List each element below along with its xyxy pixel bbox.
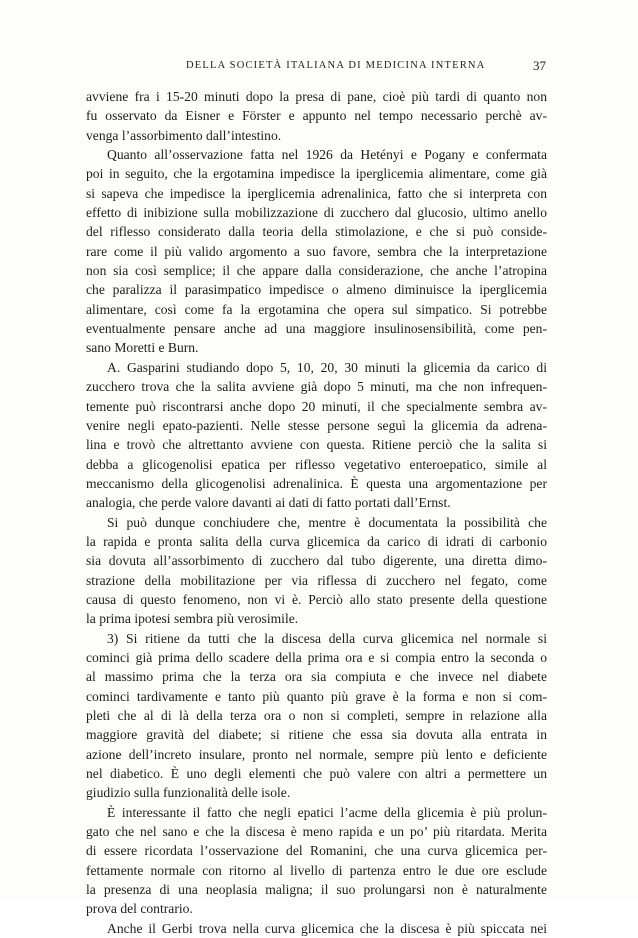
text-line: sia dovuta all’assorbimento di zucchero dal tubo digerente, una diretta dimo-: [86, 553, 547, 569]
running-head: [86, 58, 546, 76]
text-line: cominci già prima dello scadere della prima ora e si compia entro la seconda o: [86, 649, 547, 665]
text-line: gato che nel sano e che la discesa è meno rapida e un po’ più ritardata. Merita: [86, 824, 547, 840]
text-line: maggiore gravità del diabete; si ritiene che essa sia dovuta alla entrata in: [86, 727, 547, 743]
text-line: È interessante il fatto che negli epatici l’acme della glicemia è più prolun-: [107, 804, 547, 820]
text-line: che paralizza il parasimpatico impedisce o almeno diminuisce la iperglicemia: [86, 282, 547, 298]
text-line: pleti che al di là della terza ora o non si completi, sempre in relazione alla: [86, 708, 547, 723]
text-line: di essere ricordata l’osservazione del Romanini, che una curva glicemica per-: [86, 843, 547, 859]
text-line: lina e trovò che altrettanto avviene con questa. Ritiene perciò che la salita si: [86, 437, 547, 453]
text-line: Anche il Gerbi trova nella curva glicemica che la discesa è più spiccata nei: [107, 920, 547, 936]
text-line: debba a glicogenolisi epatica per riflesso vegetativo enteroepatico, simile al: [86, 456, 547, 472]
text-line: rare come il più valido argomento a suo favore, sembra che la interpretazione: [86, 243, 547, 259]
text-line: giudizio sulla funzionalità delle isole.: [86, 785, 291, 801]
text-line: la rapida e pronta salita della curva glicemica da carico di idrati di carbonio: [86, 533, 547, 549]
text-line: fettamente normale con ritorno al livello di partenza entro le due ore esclude: [86, 862, 547, 878]
text-line: Si può dunque conchiudere che, mentre è documentata la possibilità che: [107, 514, 547, 530]
text-line: la prima ipotesi sembra più verosimile.: [86, 611, 299, 627]
body-text: [86, 87, 547, 938]
text-line: alimentare, così come fa la ergotamina che opera sul simpatico. Si potrebbe: [86, 301, 547, 317]
text-line: prova del contrario.: [86, 901, 193, 917]
page-number: 37: [533, 58, 546, 73]
text-line: effetto di inibizione sulla mobilizzazione di zucchero dal glucosio, ultimo anello: [86, 205, 547, 221]
text-line: meccanismo della glicogenolisi adrenalinica. È questa una argomentazione per: [86, 475, 547, 491]
text-line: al massimo prima che la terza ora sia compiuta e che invece nel diabete: [86, 669, 547, 685]
text-line: avviene fra i 15-20 minuti dopo la presa di pane, cioè più tardi di quanto non: [86, 89, 547, 104]
text-line: analogia, che perde valore davanti ai dati di fatto portati dall’Ernst.: [86, 495, 451, 511]
text-line: fu osservato da Eisner e Förster e appunto nel tempo necessario perchè av-: [86, 108, 547, 124]
text-line: 3) Si ritiene da tutti che la discesa della curva glicemica nel normale si: [107, 630, 547, 646]
text-line: venga l’assorbimento dall’intestino.: [86, 127, 282, 143]
text-line: si sapeva che impedisce la iperglicemia adrenalinica, fatto che si interpreta con: [86, 185, 547, 201]
text-line: non sia così semplice; il che appare dalla considerazione, che anche l’atropina: [86, 263, 547, 279]
text-line: causa di questo fenomeno, non vi è. Perciò allo stato presente della questione: [86, 591, 547, 607]
text-line: A. Gasparini studiando dopo 5, 10, 20, 30 minuti la glicemia da carico di: [107, 359, 547, 375]
text-line: zucchero trova che la salita avviene già dopo 5 minuti, ma che non infrequen-: [86, 379, 547, 395]
text-line: sano Moretti e Burn.: [86, 340, 199, 356]
text-line: strazione della mobilitazione per via riflessa di zucchero nel fegato, come: [86, 572, 547, 588]
text-line: del riflesso considerato dalla teoria della stimolazione, e che si può conside-: [86, 224, 547, 240]
text-line: Quanto all’osservazione fatta nel 1926 da Hetényi e Pogany e confermata: [107, 147, 547, 163]
running-title: DELLA SOCIETÀ ITALIANA DI MEDICINA INTERNA: [186, 60, 486, 71]
text-line: eventualmente pensare anche ad una maggiore insulinosensibilità, come pen-: [86, 321, 547, 337]
text-line: nel diabetico. È uno degli elementi che può valere con altri a permettere un: [86, 766, 547, 782]
text-line: poi in seguito, che la ergotamina impedisce la iperglicemia alimentare, come già: [86, 166, 547, 182]
text-line: temente può riscontrarsi anche dopo 20 minuti, il che specialmente sembra av-: [86, 398, 547, 414]
text-line: azione dell’increto insulare, pronto nel normale, sempre più lento e deficiente: [86, 746, 547, 762]
text-line: cominci tardivamente e tanto più quanto più grave è la forma e non si com-: [86, 688, 547, 704]
text-line: la presenza di una neoplasia maligna; il suo prolungarsi non è naturalmente: [86, 882, 547, 898]
text-line: venire negli epato-pazienti. Nelle stesse persone seguì la glicemia da adrena-: [86, 417, 547, 433]
